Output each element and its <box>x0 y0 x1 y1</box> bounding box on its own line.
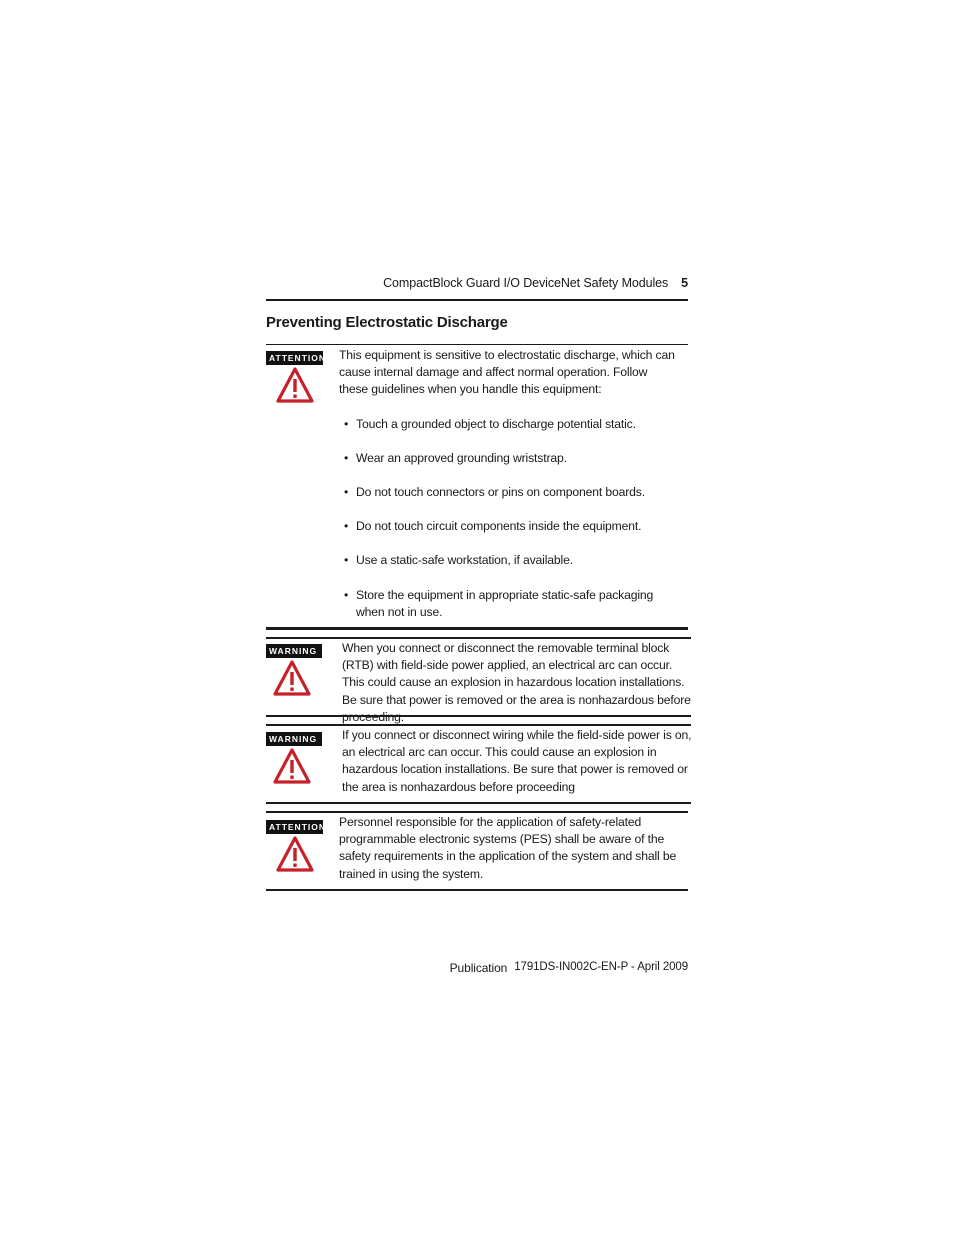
page-header <box>266 276 688 290</box>
notice-label: WARNING <box>266 732 322 746</box>
list-item: • Do not touch circuit components inside the equipment. <box>344 519 642 534</box>
publication-number: 1791DS-IN002C-EN-P - April 2009 <box>514 961 688 973</box>
esd-guidelines-list <box>339 416 679 621</box>
notice-bottom-rule <box>266 889 688 891</box>
notice-body <box>339 347 679 621</box>
attention-notice-pes <box>266 813 688 889</box>
notice-body: If you connect or disconnect wiring while the field-side power is on, an electrical arc can occur. This could cause an explosion in hazardous location installations. Be sure that power is removed or the area is nonhazardous before proceeding <box>342 728 692 794</box>
notice-label: ATTENTION <box>266 820 323 834</box>
notice-bottom-rule <box>266 715 691 717</box>
list-item: • Store the equipment in appropriate static-safe packaging when not in use. <box>344 587 654 619</box>
publication-label: Publication <box>449 961 508 975</box>
notice-bottom-rule <box>266 802 691 804</box>
warning-triangle-icon <box>273 660 311 696</box>
warning-notice-rtb <box>266 639 691 715</box>
section-title: Preventing Electrostatic Discharge <box>266 314 508 331</box>
list-item: • Use a static-safe workstation, if available. <box>344 553 573 568</box>
warning-triangle-icon <box>273 748 311 784</box>
attention-notice-esd <box>266 345 690 627</box>
warning-notice-wiring <box>266 726 691 802</box>
notice-bottom-rule <box>266 627 688 630</box>
warning-triangle-icon <box>276 367 314 403</box>
notice-label: WARNING <box>266 644 322 658</box>
notice-body: Personnel responsible for the application of safety-related programmable electronic systems (PES) shall be aware of the safety requirements in the application of the system and shall be trained in using the system. <box>339 815 677 881</box>
notice-label: ATTENTION <box>266 351 323 365</box>
notice-body: When you connect or disconnect the removable terminal block (RTB) with field-side power applied, an electrical arc can occur. This could cause an explosion in hazardous location installations. Be sure that power is removed or the area is nonhazardous before <box>342 641 691 707</box>
header-rule <box>266 299 688 301</box>
page-footer <box>266 961 688 975</box>
list-item: • Touch a grounded object to discharge potential static. <box>344 416 636 431</box>
list-item: • Wear an approved grounding wriststrap. <box>344 450 567 465</box>
document-title: CompactBlock Guard I/O DeviceNet Safety Modules <box>383 276 669 290</box>
page-number: 5 <box>681 276 688 290</box>
notice-intro: This equipment is sensitive to electrostatic discharge, which can cause internal damage and affect normal operation. Follow these guidelines when you handle this equipment: <box>339 348 675 397</box>
warning-triangle-icon <box>276 836 314 872</box>
list-item: • Do not touch connectors or pins on component boards. <box>344 485 645 500</box>
